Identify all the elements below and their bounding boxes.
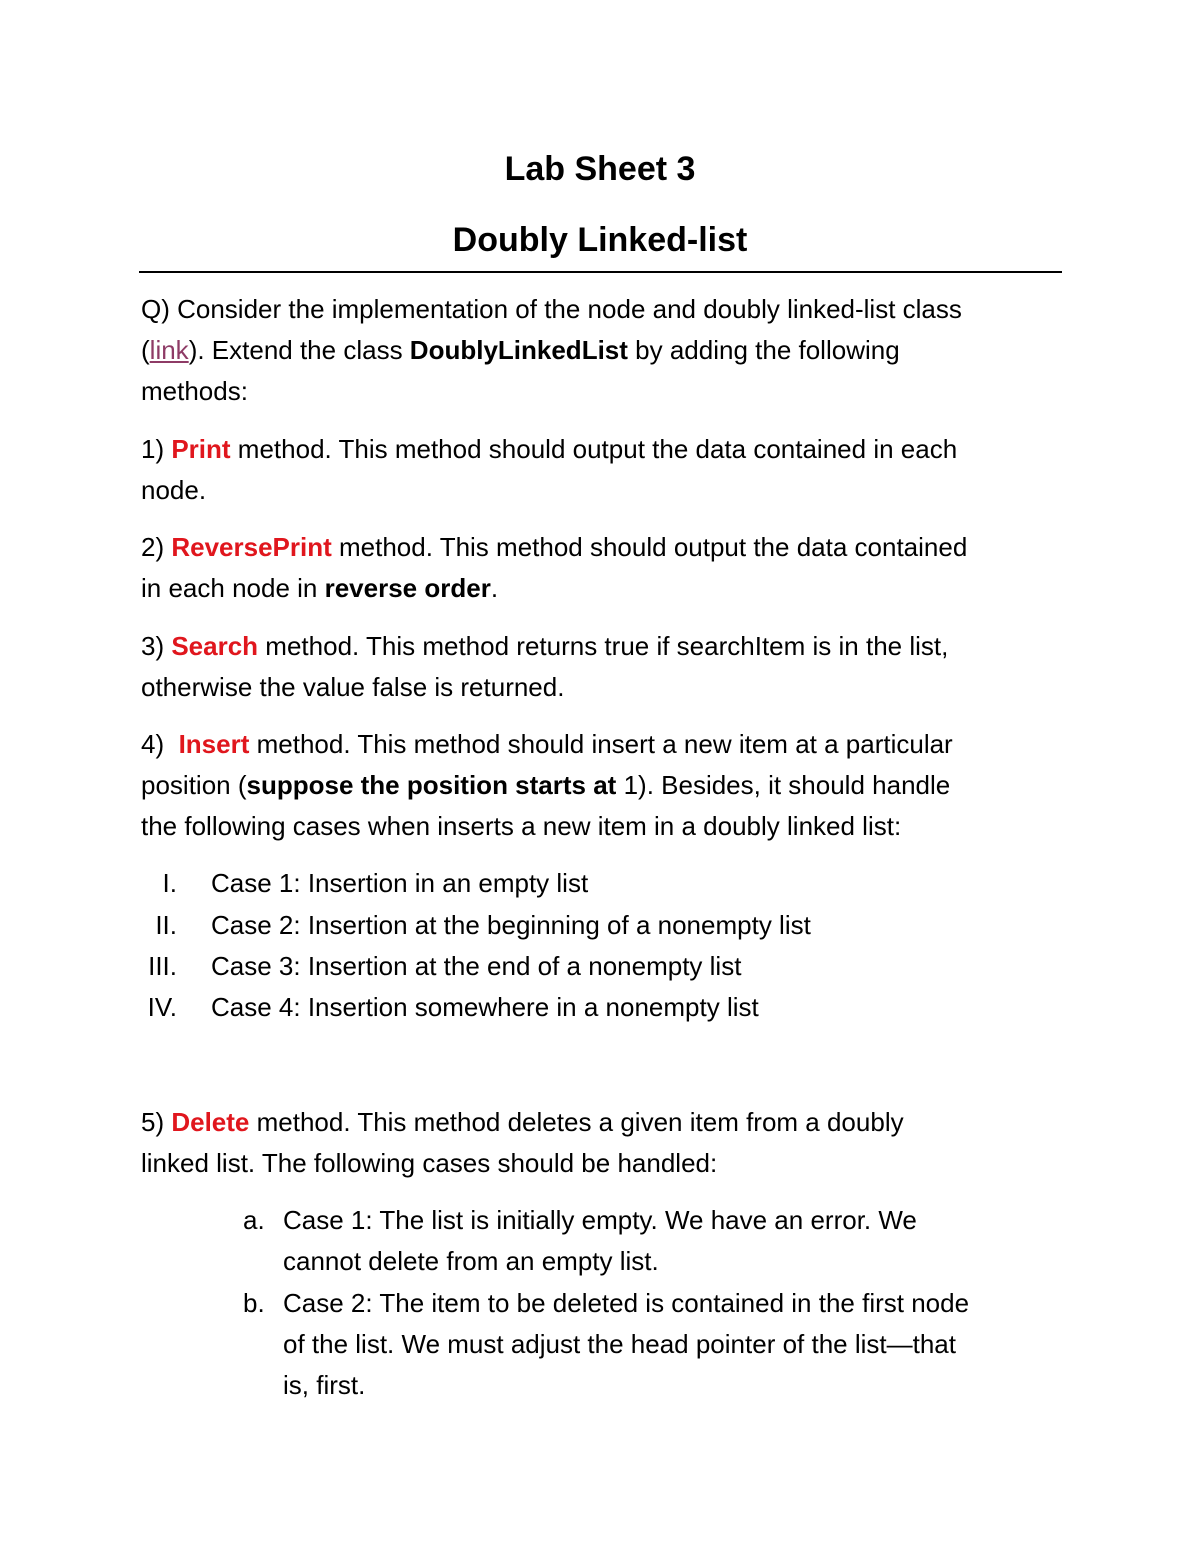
page-subtitle: Doubly Linked-list — [452, 221, 748, 259]
page-title: Lab Sheet 3 — [504, 150, 696, 188]
item-search: 3) Search method. This method returns true if searchItem is in the list, otherwise the value false is returned. — [141, 631, 949, 702]
question-line-2: (link). Extend the class DoublyLinkedList by adding the following — [141, 335, 900, 365]
document-page: Lab Sheet 3 Doubly Linked-list Q) Consider the implementation of the node and doubly linked-list class (link). Extend the class DoublyLinkedList by adding the following methods: 1) Print method. This method should output the data contained in each node. 2) ReversePrint method. This method should output the data contained in each node in reverse order. 3) Search method. This method returns true if searchItem is in the list, otherwise the value false is returned. 4) Insert method. This method should insert a new item at a particular position (suppose the position starts at 1). Besides, it should handle the following cases when inserts a new item in a doubly linked list: I. Case 1: Insertion in an empty list II. Case 2: Insertion at the beginning of a nonempty list III. Case 3: Insertion at the end of a nonempty list IV. Case 4: Insertion somewhere in a nonempty list 5) Delete method. This method deletes a given item from a doubly linked list. The following cases should be handled: a. Case 1: The list is initially empty. We have an error. We cannot delete from an empty list. b. Case 2: The item to be deleted is contained in the first node of the list. We must adjust the head pointer of the list—that is, first. — [0, 0, 1200, 1553]
delete-case-a: a. Case 1: The list is initially empty. We have an error. We cannot delete from an empty list. — [243, 1205, 917, 1276]
method-name-delete: Delete — [171, 1107, 250, 1137]
question-line-3: methods: — [141, 376, 248, 406]
item-delete: 5) Delete method. This method deletes a given item from a doubly linked list. The following cases should be handled: — [141, 1107, 904, 1178]
item-insert: 4) Insert method. This method should insert a new item at a particular position (suppose the position starts at 1). Besides, it should handle the following cases when inserts a new item in a doubly linked list: — [141, 729, 953, 841]
method-name-reverse-print: ReversePrint — [171, 532, 332, 562]
item-reverse-print: 2) ReversePrint method. This method should output the data contained in each node in reverse order. — [141, 532, 968, 603]
method-name-search: Search — [171, 631, 259, 661]
title-divider — [139, 271, 1062, 273]
question-line-1: Q) Consider the implementation of the node and doubly linked-list class — [141, 294, 962, 324]
method-name-print: Print — [171, 434, 231, 464]
question-paragraph — [141, 289, 1071, 412]
item-print: 1) Print method. This method should output the data contained in each node. — [141, 434, 958, 505]
implementation-link[interactable]: link — [149, 335, 189, 365]
delete-case-b: b. Case 2: The item to be deleted is contained in the first node of the list. We must adjust the head pointer of the list—that is, first. — [243, 1288, 970, 1400]
class-name: DoublyLinkedList — [409, 335, 628, 365]
method-name-insert: Insert — [178, 729, 250, 759]
